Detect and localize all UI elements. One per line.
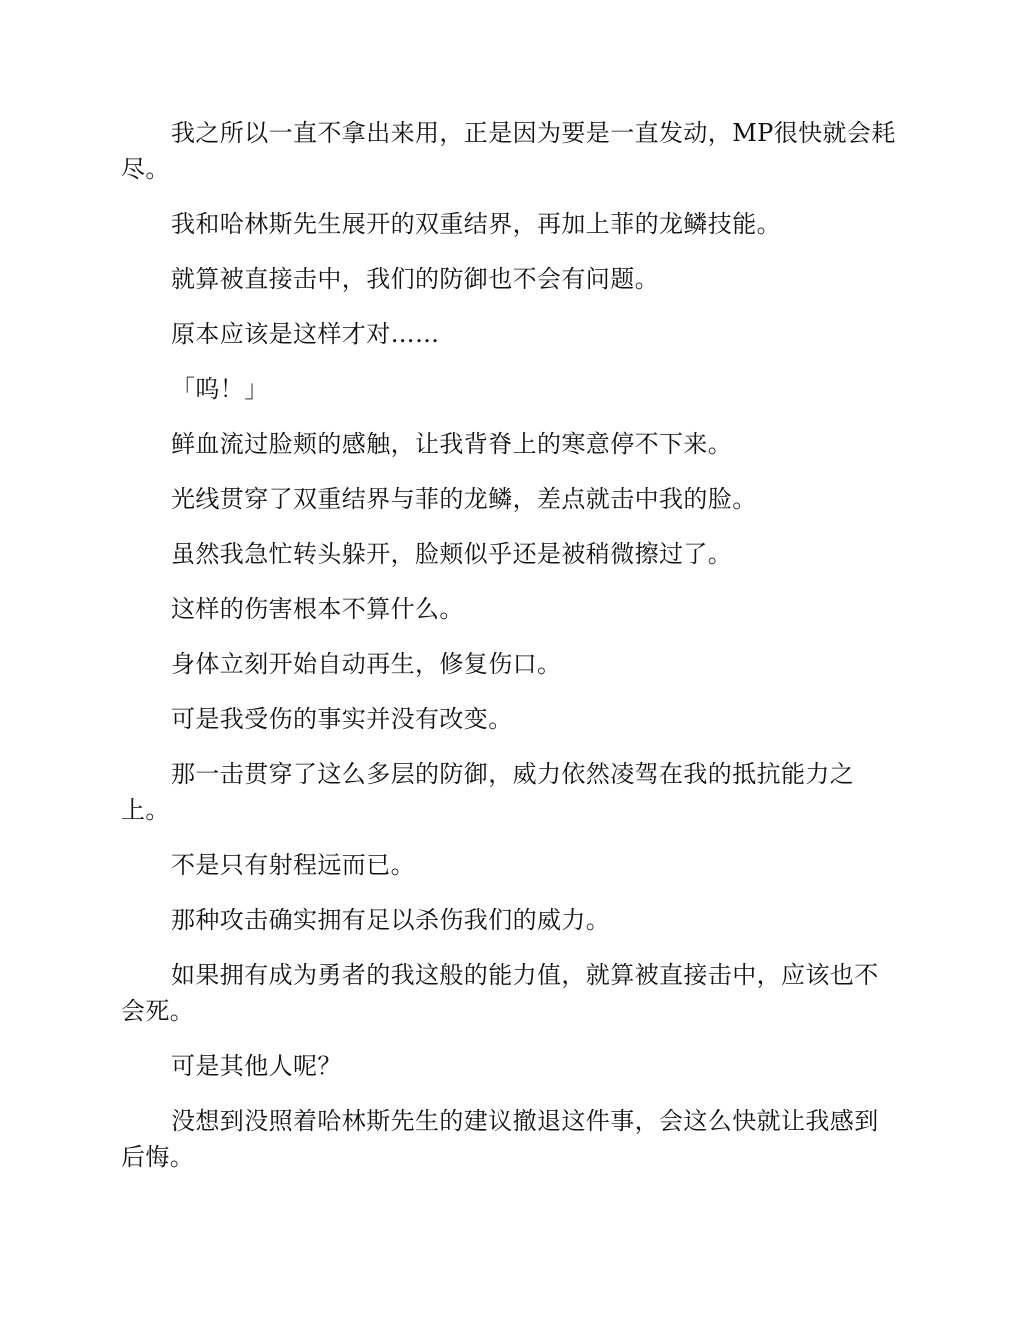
paragraph: 就算被直接击中，我们的防御也不会有问题。 <box>171 265 659 293</box>
paragraph: 虽然我急忙转头躲开，脸颊似乎还是被稍微擦过了。 <box>171 540 733 568</box>
paragraph: 可是我受伤的事实并没有改变。 <box>171 705 513 733</box>
paragraph: 没想到没照着哈林斯先生的建议撤退这件事，会这么快就让我感到后悔。 <box>121 1107 879 1171</box>
paragraph: 那种攻击确实拥有足以杀伤我们的威力。 <box>171 906 611 934</box>
paragraph: 原本应该是这样才对…… <box>171 320 440 348</box>
paragraph: 我和哈林斯先生展开的双重结界，再加上菲的龙鳞技能。 <box>171 210 781 238</box>
paragraph: 这样的伤害根本不算什么。 <box>171 595 464 623</box>
paragraph: 鲜血流过脸颊的感触，让我背脊上的寒意停不下来。 <box>171 430 733 458</box>
paragraph: 可是其他人呢？ <box>171 1052 342 1080</box>
document-body <box>121 115 901 1194</box>
paragraph: 我之所以一直不拿出来用，正是因为要是一直发动，MP很快就会耗尽。 <box>121 119 896 183</box>
paragraph: 那一击贯穿了这么多层的防御，威力依然凌驾在我的抵抗能力之上。 <box>121 760 855 824</box>
paragraph: 光线贯穿了双重结界与菲的龙鳞，差点就击中我的脸。 <box>171 485 757 513</box>
paragraph: 不是只有射程远而已。 <box>171 851 415 879</box>
paragraph: 如果拥有成为勇者的我这般的能力值，就算被直接击中，应该也不会死。 <box>121 961 879 1025</box>
paragraph: 「呜！」 <box>171 375 269 403</box>
paragraph: 身体立刻开始自动再生，修复伤口。 <box>171 650 562 678</box>
